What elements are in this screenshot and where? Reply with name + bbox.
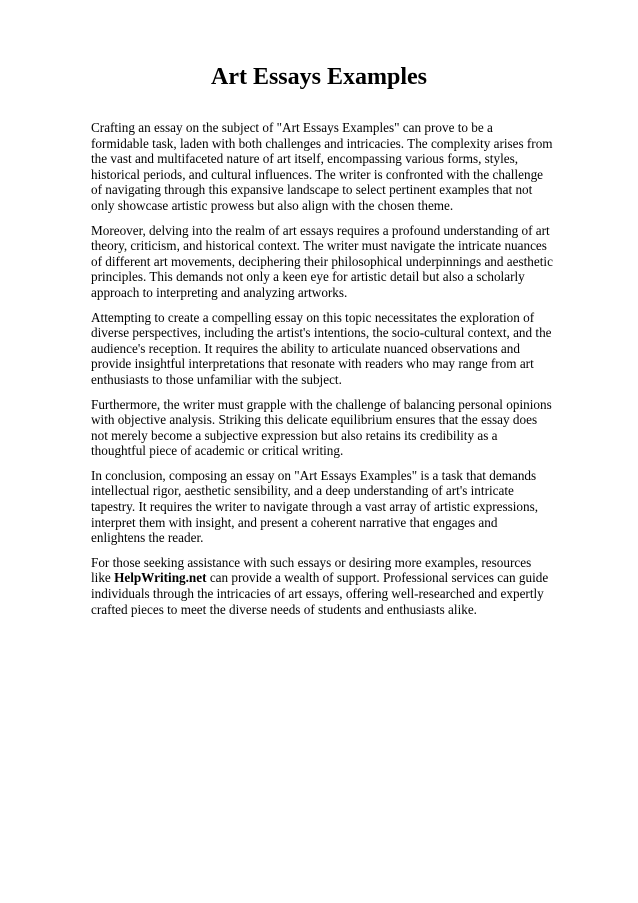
paragraph-2: Moreover, delving into the realm of art essays requires a profound understanding of art theory, criticism, and historical context. The writer must navigate the intricate nuances of different art movements, deciphering their philosophical underpinnings and aesthetic principles. This demands not only a keen eye for artistic detail but also a scholarly approach to interpreting and analyzing artworks. [91,222,553,300]
helpwriting-link[interactable]: HelpWriting.net [114,570,207,586]
paragraph-5: In conclusion, composing an essay on "Art Essays Examples" is a task that demands intellectual rigor, aesthetic sensibility, and a deep understanding of art's intricate tapestry. It requires the writer to navigate through a vast array of artistic expressions, interpret them with insight, and present a coherent narrative that engages and enlightens the reader. [91,467,539,546]
paragraph-6 [91,555,553,617]
document-body [91,120,553,626]
paragraph-1: Crafting an essay on the subject of "Art Essays Examples" can prove to be a formidable task, laden with both challenges and intricacies. The complexity arises from the vast and multifaceted nature of art itself, encompassing various forms, styles, historical periods, and cultural influences. The writer is confronted with the challenge of navigating through this expansive landscape to select pertinent examples that not only showcase artistic prowess but also align with the chosen theme. [91,120,553,213]
paragraph-3: Attempting to create a compelling essay on this topic necessitates the exploration of diverse perspectives, including the artist's intentions, the socio-cultural context, and the audience's reception. It requires the ability to articulate nuanced observations and provide insightful interpretations that resonate with readers who may range from art enthusiasts to those unfamiliar with the subject. [91,309,552,387]
page-title: Art Essays Examples [210,64,427,90]
paragraph-6-intro: For those seeking assistance with such essays or desiring more examples, resources like [91,554,532,586]
paragraph-4: Furthermore, the writer must grapple with the challenge of balancing personal opinions with objective analysis. Striking this delicate equilibrium ensures that the essay does not merely become a subjective expression but also retains its credibility as a thoughtful piece of academic or critical writing. [91,396,552,459]
paragraph-6-rest: can provide a wealth of support. Professional services can guide individuals through the intricacies of art essays, offering well-researched and expertly crafted pieces to meet the diverse needs of students and enthusiasts alike. [91,570,549,617]
